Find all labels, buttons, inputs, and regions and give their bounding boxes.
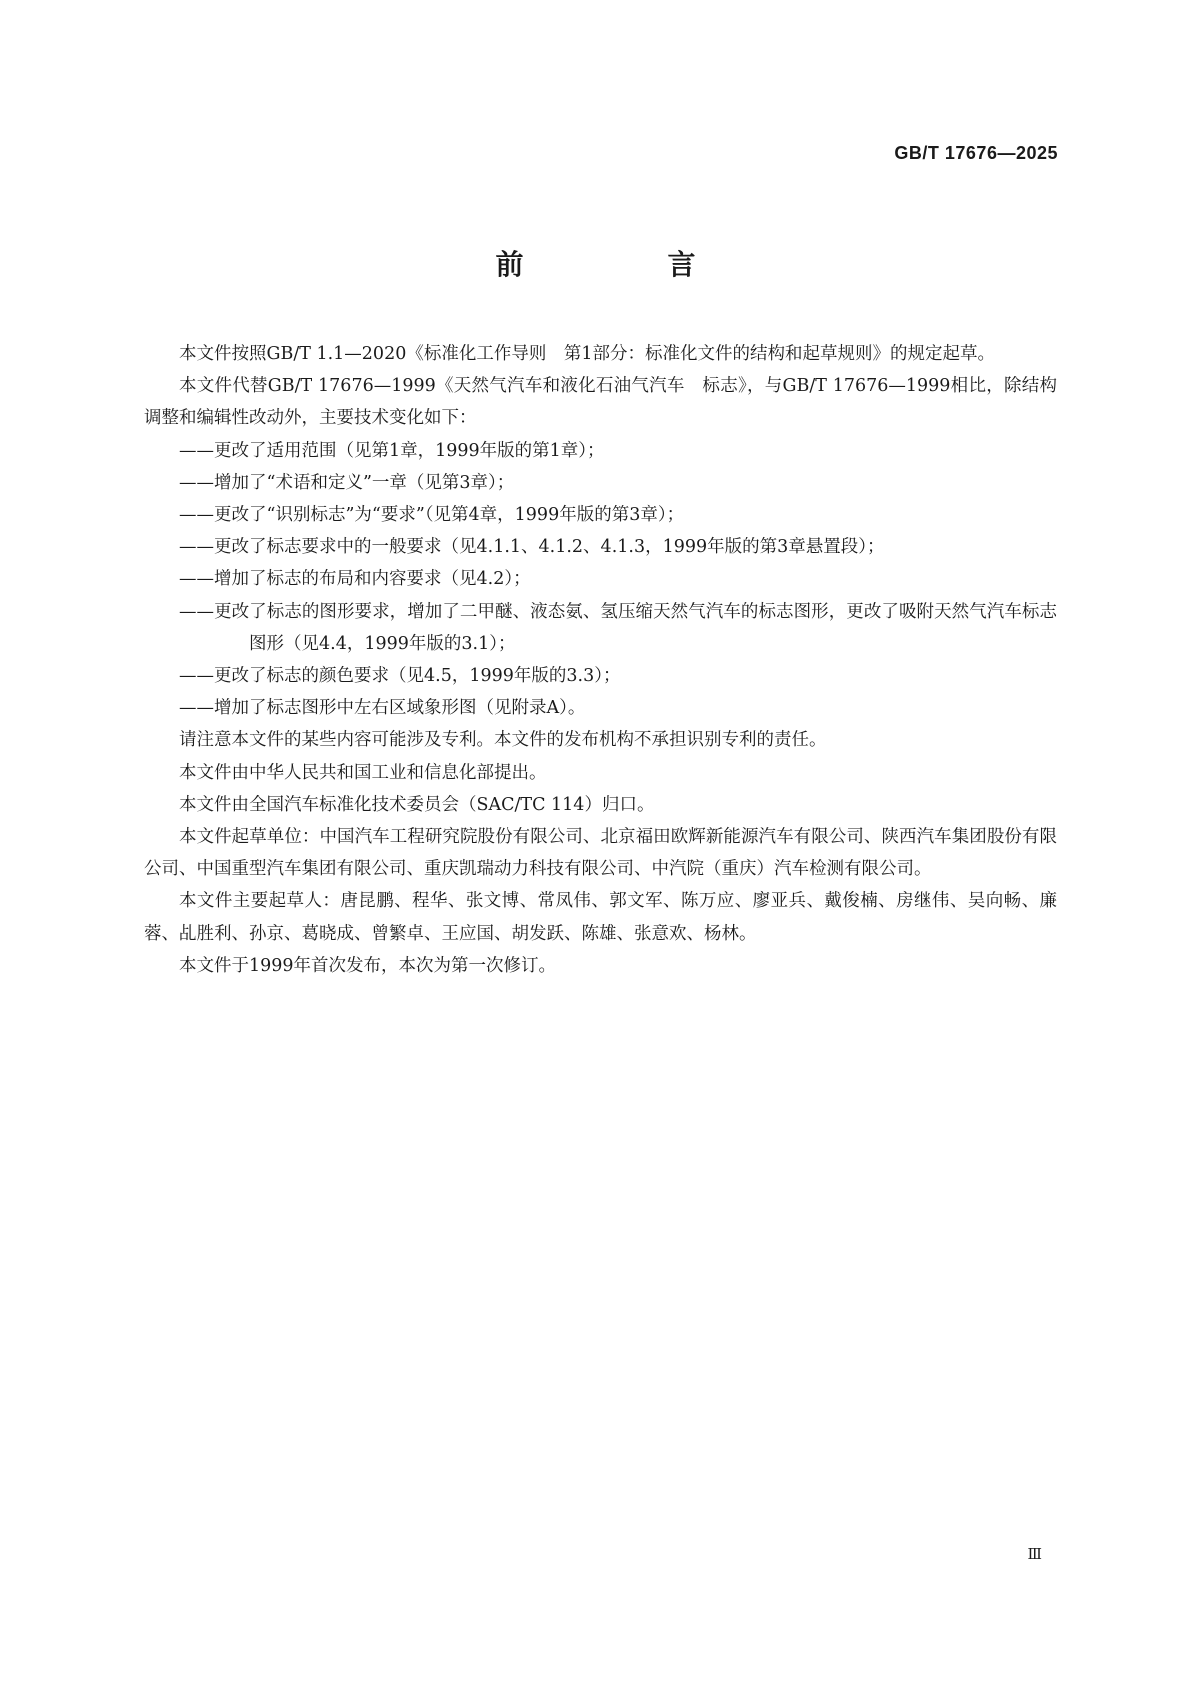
list-item <box>144 563 1057 595</box>
paragraph-drafters: 本文件主要起草人：唐昆鹏、程华、张文博、常凤伟、郭文军、陈万应、廖亚兵、戴俊楠、房继伟、吴向畅、廉蓉、乩胜利、孙京、葛晓成、曾繁卓、王应国、胡发跃、陈雄、张意欢、杨林。 <box>144 891 1057 944</box>
list-item-text: 更改了“识别标志”为“要求”（见第4章，1999年版的第3章）； <box>214 505 685 526</box>
dash-marker: —— <box>179 537 214 558</box>
list-item-text: 增加了标志的布局和内容要求（见4.2）； <box>214 569 531 590</box>
list-item <box>144 435 1057 467</box>
list-item <box>144 596 1057 660</box>
dash-marker: —— <box>179 569 214 590</box>
dash-marker: —— <box>179 472 214 493</box>
paragraph-proposer: 本文件由中华人民共和国工业和信息化部提出。 <box>179 762 547 783</box>
dash-marker: —— <box>179 505 214 526</box>
list-item <box>144 499 1057 531</box>
list-item-text: 更改了标志的图形要求，增加了二甲醚、液态氨、氢压缩天然气汽车的标志图形，更改了吸附天然气汽车标志图形（见4.4，1999年版的3.1）； <box>214 601 1057 654</box>
list-item-text: 更改了适用范围（见第1章，1999年版的第1章）； <box>214 440 605 461</box>
list-item-text: 更改了标志要求中的一般要求（见4.1.1、4.1.2、4.1.3，1999年版的第3章悬置段）； <box>214 537 885 558</box>
list-item <box>144 531 1057 563</box>
paragraph-patent-notice: 请注意本文件的某些内容可能涉及专利。本文件的发布机构不承担识别专利的责任。 <box>179 730 827 751</box>
dash-marker: —— <box>179 440 214 461</box>
dash-marker: —— <box>179 666 214 687</box>
list-item <box>144 692 1057 724</box>
page-title: 前 言 <box>495 248 754 281</box>
list-item-text: 更改了标志的颜色要求（见4.5，1999年版的3.3）； <box>214 666 621 687</box>
paragraph-technical-committee: 本文件由全国汽车标准化技术委员会（SAC/TC 114）归口。 <box>179 794 655 815</box>
paragraph-drafting-units: 本文件起草单位：中国汽车工程研究院股份有限公司、北京福田欧辉新能源汽车有限公司、陕西汽车集团股份有限公司、中国重型汽车集团有限公司、重庆凯瑞动力科技有限公司、中汽院（重庆）汽车检测有限公司。 <box>144 827 1057 880</box>
list-item <box>144 467 1057 499</box>
paragraph-revision-history: 本文件于1999年首次发布，本次为第一次修订。 <box>179 955 557 976</box>
dash-marker: —— <box>179 698 214 719</box>
list-item <box>144 660 1057 692</box>
foreword-body <box>144 338 1057 982</box>
paragraph-drafting-rules: 本文件按照GB/T 1.1—2020《标准化工作导则 第1部分：标准化文件的结构和起草规则》的规定起草。 <box>179 344 995 364</box>
document-number: GB/T 17676—2025 <box>894 143 1058 163</box>
list-item-text: 增加了标志图形中左右区域象形图（见附录A）。 <box>214 698 586 719</box>
paragraph-replacement: 本文件代替GB/T 17676—1999《天然气汽车和液化石油气汽车 标志》，与GB/T 17676—1999相比，除结构调整和编辑性改动外，主要技术变化如下： <box>144 376 1057 429</box>
page-number: Ⅲ <box>1027 1545 1042 1563</box>
technical-changes-list <box>144 435 1057 725</box>
list-item-text: 增加了“术语和定义”一章（见第3章）； <box>214 472 515 493</box>
dash-marker: —— <box>179 601 214 622</box>
